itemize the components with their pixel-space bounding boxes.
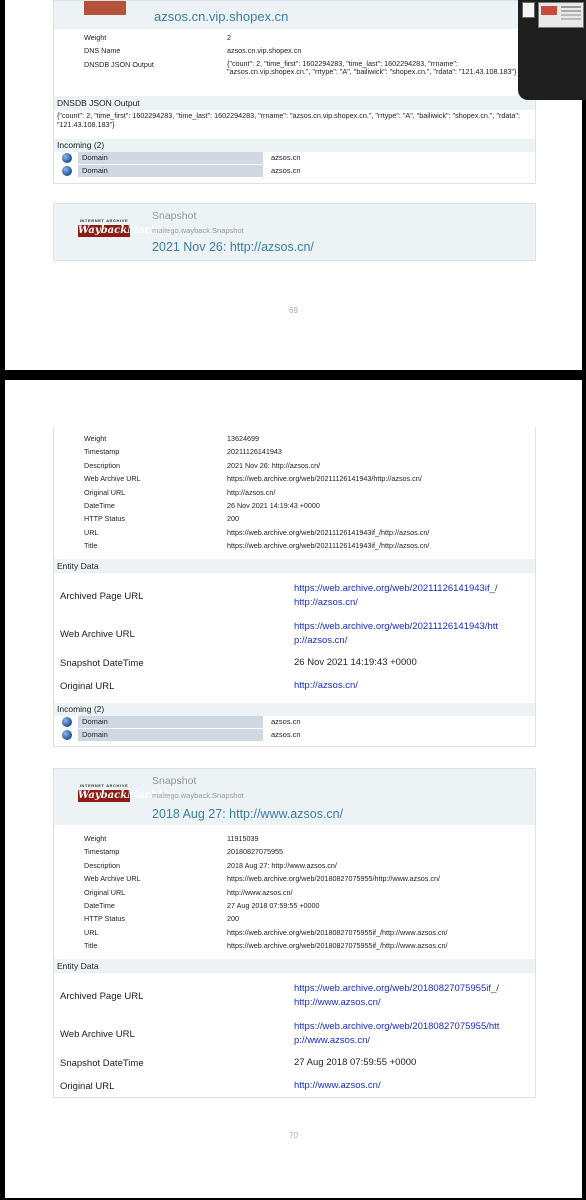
property-key: DateTime	[84, 501, 115, 511]
snapshot-subtype: maltego.wayback.Snapshot	[152, 791, 244, 800]
property-value: 11915039	[227, 834, 259, 843]
snapshot-type: Snapshot	[152, 775, 197, 787]
property-key: Web Archive URL	[84, 874, 141, 884]
json-section-title: DNSDB JSON Output	[54, 96, 535, 110]
entity-row-archived: Archived Page URL https://web.archive.org/web/20180827075955if_/ http://www.azsos.cn/	[54, 982, 535, 1020]
archived-page-link-cont[interactable]: http://www.azsos.cn/	[294, 996, 381, 1008]
incoming-value: azsos.cn	[271, 153, 301, 162]
property-key: DateTime	[84, 901, 115, 911]
entity-row-datetime: Snapshot DateTime 27 Aug 2018 07:59:55 +0000	[54, 1058, 535, 1080]
json-section-text: {"count": 2, "time_first": 1602294283, "time_last": 1602294283, "rrname": "azsos.cn.vip.shopex.cn.", "rrtype": "A", "bailiwick": "shopex.cn.", "rdata": "121.43.108.183"}	[57, 111, 520, 129]
property-key: Description	[84, 860, 120, 870]
dns-name-entity-block	[53, 0, 536, 184]
snapshot-type: Snapshot	[152, 210, 197, 222]
property-value: 2	[227, 33, 231, 42]
property-key: HTTP Status	[84, 914, 126, 924]
web-archive-link[interactable]: https://web.archive.org/web/20211126141943/htt	[294, 621, 499, 632]
property-row	[84, 886, 527, 899]
page-number: 69	[289, 306, 298, 315]
incoming-section	[54, 703, 535, 742]
property-key: Original URL	[84, 487, 126, 497]
property-row	[84, 872, 527, 885]
property-row	[84, 58, 527, 77]
property-key: DNS Name	[84, 46, 121, 56]
property-value: 20211126141943	[227, 447, 282, 457]
screenshot-thumbnail[interactable]	[518, 0, 586, 100]
archived-page-link-cont[interactable]: http://azsos.cn/	[294, 596, 358, 608]
entity-data-title: Entity Data	[54, 559, 535, 573]
snapshot-header	[54, 204, 535, 260]
property-row	[84, 926, 527, 939]
property-row	[84, 486, 527, 499]
property-row	[84, 432, 527, 445]
entity-row-webarchive: Web Archive URL https://web.archive.org/web/20180827075955/htt p://www.azsos.cn/	[54, 1020, 535, 1058]
property-key: Weight	[84, 434, 107, 443]
property-value: https://web.archive.org/web/20211126141943/http://azsos.cn/	[227, 474, 422, 484]
snapshot-title: 2021 Nov 26: http://azsos.cn/	[152, 240, 314, 254]
incoming-type: Domain	[78, 729, 263, 741]
property-key: Timestamp	[84, 447, 120, 457]
property-value: https://web.archive.org/web/20180827075955if_/http://www.azsos.cn/	[227, 941, 448, 951]
property-row	[84, 526, 527, 539]
snapshot-block-2018	[53, 768, 536, 1098]
web-archive-link-cont[interactable]: p://www.azsos.cn/	[294, 1034, 371, 1046]
incoming-section	[54, 139, 535, 178]
archived-page-link[interactable]: https://web.archive.org/web/20211126141943if_/	[294, 583, 498, 594]
entity-header	[54, 1, 535, 29]
checkbox-icon	[522, 2, 535, 18]
incoming-row[interactable]	[54, 152, 535, 165]
property-value: 200	[227, 514, 239, 524]
property-value: http://www.azsos.cn/	[227, 887, 293, 897]
property-key: Weight	[84, 834, 107, 843]
property-key: HTTP Status	[84, 514, 126, 524]
original-url-link[interactable]: http://www.azsos.cn/	[294, 1080, 381, 1091]
property-row	[84, 472, 527, 485]
property-row	[84, 499, 527, 512]
entity-title: azsos.cn.vip.shopex.cn	[154, 9, 289, 24]
property-value: 13624699	[227, 434, 259, 443]
property-value: http://azsos.cn/	[227, 487, 276, 497]
property-row	[84, 832, 527, 845]
property-key: Description	[84, 460, 120, 470]
snapshot-title: 2018 Aug 27: http://www.azsos.cn/	[152, 807, 344, 821]
property-key: Weight	[84, 33, 107, 42]
incoming-title: Incoming (2)	[54, 703, 535, 716]
property-row	[84, 539, 527, 552]
property-row	[84, 44, 527, 57]
property-row	[84, 912, 527, 925]
incoming-value: azsos.cn	[271, 717, 301, 726]
incoming-type: Domain	[78, 716, 263, 728]
property-row	[84, 859, 527, 872]
property-row	[84, 459, 527, 472]
property-value: 20180827075955	[227, 847, 283, 857]
incoming-type: Domain	[78, 165, 263, 177]
properties-table	[84, 31, 527, 77]
thumbnail-preview	[538, 2, 584, 28]
report-page-70	[5, 380, 582, 1198]
globe-icon	[62, 166, 72, 176]
dns-entity-icon	[84, 1, 126, 15]
property-key: Title	[84, 541, 98, 551]
property-value: https://web.archive.org/web/20180827075955/http://www.azsos.cn/	[227, 874, 440, 884]
property-value: azsos.cn.vip.shopex.cn	[227, 46, 302, 56]
property-key: Title	[84, 941, 98, 951]
property-value: {"count": 2, "time_first": 1602294283, "time_last": 1602294283, "rrname": "azsos.cn.vip.shopex.cn.", "rrtype": "A", "bailiwick": "shopex.cn.", "rdata": "121.43.108.183"}	[227, 58, 517, 77]
incoming-value: azsos.cn	[271, 166, 301, 175]
snapshot-header	[54, 769, 535, 825]
property-value: 200	[227, 914, 239, 924]
report-page-69	[5, 0, 582, 370]
wayback-machine-logo: INTERNET ARCHIVE WaybackMachine	[78, 218, 176, 236]
snapshot-subtype: maltego.wayback.Snapshot	[152, 226, 244, 235]
property-key: Web Archive URL	[84, 474, 141, 484]
property-value: 2021 Nov 26: http://azsos.cn/	[227, 460, 321, 470]
web-archive-link-cont[interactable]: p://azsos.cn/	[294, 634, 348, 646]
globe-icon	[62, 730, 72, 740]
property-value: https://web.archive.org/web/20211126141943if_/http://azsos.cn/	[227, 527, 430, 537]
entity-row-datetime: Snapshot DateTime 26 Nov 2021 14:19:43 +0000	[54, 658, 535, 680]
property-key: Timestamp	[84, 847, 120, 857]
properties-table	[84, 432, 527, 553]
property-value: https://web.archive.org/web/20180827075955if_/http://www.azsos.cn/	[227, 927, 448, 937]
property-key: DNSDB JSON Output	[84, 59, 154, 69]
property-row	[84, 512, 527, 525]
incoming-row[interactable]	[54, 729, 535, 742]
entity-row-webarchive: Web Archive URL https://web.archive.org/web/20211126141943/htt p://azsos.cn/	[54, 620, 535, 658]
entity-row-original: Original URL http://www.azsos.cn/	[54, 1080, 535, 1100]
property-key: Original URL	[84, 887, 126, 897]
property-value: 27 Aug 2018 07:59:55 +0000	[227, 901, 320, 911]
property-key: URL	[84, 927, 99, 937]
property-row	[84, 31, 527, 44]
property-value: 26 Nov 2021 14:19:43 +0000	[227, 501, 320, 511]
wayback-machine-logo: INTERNET ARCHIVE WaybackMachine	[78, 783, 176, 801]
property-row	[84, 899, 527, 912]
globe-icon	[62, 717, 72, 727]
incoming-value: azsos.cn	[271, 730, 301, 739]
property-row	[84, 845, 527, 858]
globe-icon	[62, 153, 72, 163]
snapshot-datetime-value: 26 Nov 2021 14:19:43 +0000	[294, 657, 417, 668]
incoming-type: Domain	[78, 152, 263, 164]
snapshot-block-2021	[53, 203, 536, 261]
archived-page-link[interactable]: https://web.archive.org/web/20180827075955if_/	[294, 983, 499, 994]
entity-row-archived: Archived Page URL https://web.archive.org/web/20211126141943if_/ http://azsos.cn/	[54, 582, 535, 620]
property-row	[84, 939, 527, 952]
incoming-row[interactable]	[54, 165, 535, 178]
incoming-title: Incoming (2)	[54, 139, 535, 152]
web-archive-link[interactable]: https://web.archive.org/web/20180827075955/htt	[294, 1021, 500, 1032]
property-key: URL	[84, 527, 99, 537]
incoming-row[interactable]	[54, 716, 535, 729]
properties-table	[84, 832, 527, 953]
entity-data-title: Entity Data	[54, 959, 535, 973]
snapshot-2021-details	[53, 427, 536, 747]
property-row	[84, 445, 527, 458]
original-url-link[interactable]: http://azsos.cn/	[294, 680, 358, 691]
property-value: 2018 Aug 27: http://www.azsos.cn/	[227, 860, 337, 870]
property-value: https://web.archive.org/web/20211126141943if_/http://azsos.cn/	[227, 541, 430, 551]
page-number: 70	[289, 1131, 298, 1140]
entity-row-original: Original URL http://azsos.cn/	[54, 680, 535, 700]
snapshot-datetime-value: 27 Aug 2018 07:59:55 +0000	[294, 1057, 417, 1068]
